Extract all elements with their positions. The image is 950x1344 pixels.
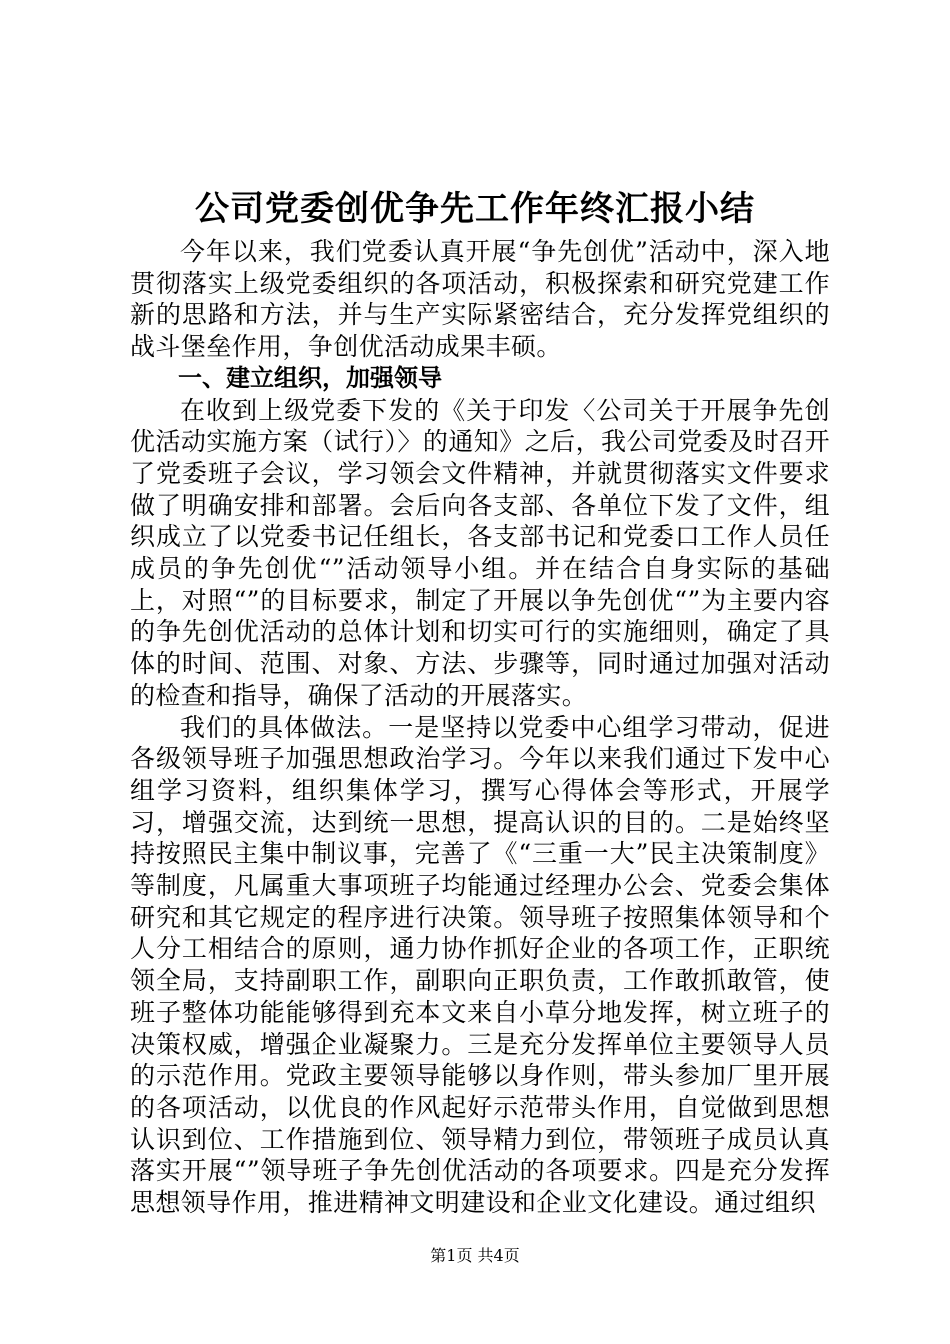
- page-number-footer: 第1页 共4页: [430, 1246, 520, 1265]
- body-paragraph: 我们的具体做法。一是坚持以党委中心组学习带动，促进各级领导班子加强思想政治学习。今年以来我们通过下发中心组学习资料，组织集体学习，撰写心得体会等形式，开展学习，增强交流，达到统一思想，提高认识的目的。二是始终坚持按照民主集中制议事，完善了《“三重一大”民主决策制度》等制度，凡属重大事项班子均能通过经理办公会、党委会集体研究和其它规定的程序进行决策。领导班子按照集体领导和个人分工相结合的原则，通力协作抓好企业的各项工作，正职统领全局，支持副职工作，副职向正职负责，工作敢抓敢管，使班子整体功能能够得到充本文来自小草分地发挥，树立班子的决策权威，增强企业凝聚力。三是充分发挥单位主要领导人员的示范作用。党政主要领导能够以身作则，带头参加厂里开展的各项活动，以优良的作风起好示范带头作用，自觉做到思想认识到位、工作措施到位、领导精力到位，带领班子成员认真落实开展“”领导班子争先创优活动的各项要求。四是充分发挥思想领导作用，推进精神文明建设和企业文化建设。通过组织: [130, 712, 830, 1218]
- body-paragraph: 在收到上级党委下发的《关于印发〈公司关于开展争先创优活动实施方案（试行）〉的通知》之后，我公司党委及时召开了党委班子会议，学习领会文件精神，并就贯彻落实文件要求做了明确安排和部署。会后向各支部、各单位下发了文件，组织成立了以党委书记任组长，各支部书记和党委口工作人员任成员的争先创优“”活动领导小组。并在结合自身实际的基础上，对照“”的目标要求，制定了开展以争先创优“”为主要内容的争先创优活动的总体计划和切实可行的实施细则，确定了具体的时间、范围、对象、方法、步骤等，同时通过加强对活动的检查和指导，确保了活动的开展落实。: [130, 395, 830, 710]
- intro-paragraph: 今年以来，我们党委认真开展“争先创优”活动中，深入地贯彻落实上级党委组织的各项活动，积极探索和研究党建工作新的思路和方法，并与生产实际紧密结合，充分发挥党组织的战斗堡垒作用，争创优活动成果丰硕。: [130, 237, 830, 362]
- document-body: [130, 236, 830, 1219]
- section-heading: 一、建立组织，加强领导: [178, 363, 442, 392]
- document-title: 公司党委创优争先工作年终汇报小结: [195, 189, 755, 229]
